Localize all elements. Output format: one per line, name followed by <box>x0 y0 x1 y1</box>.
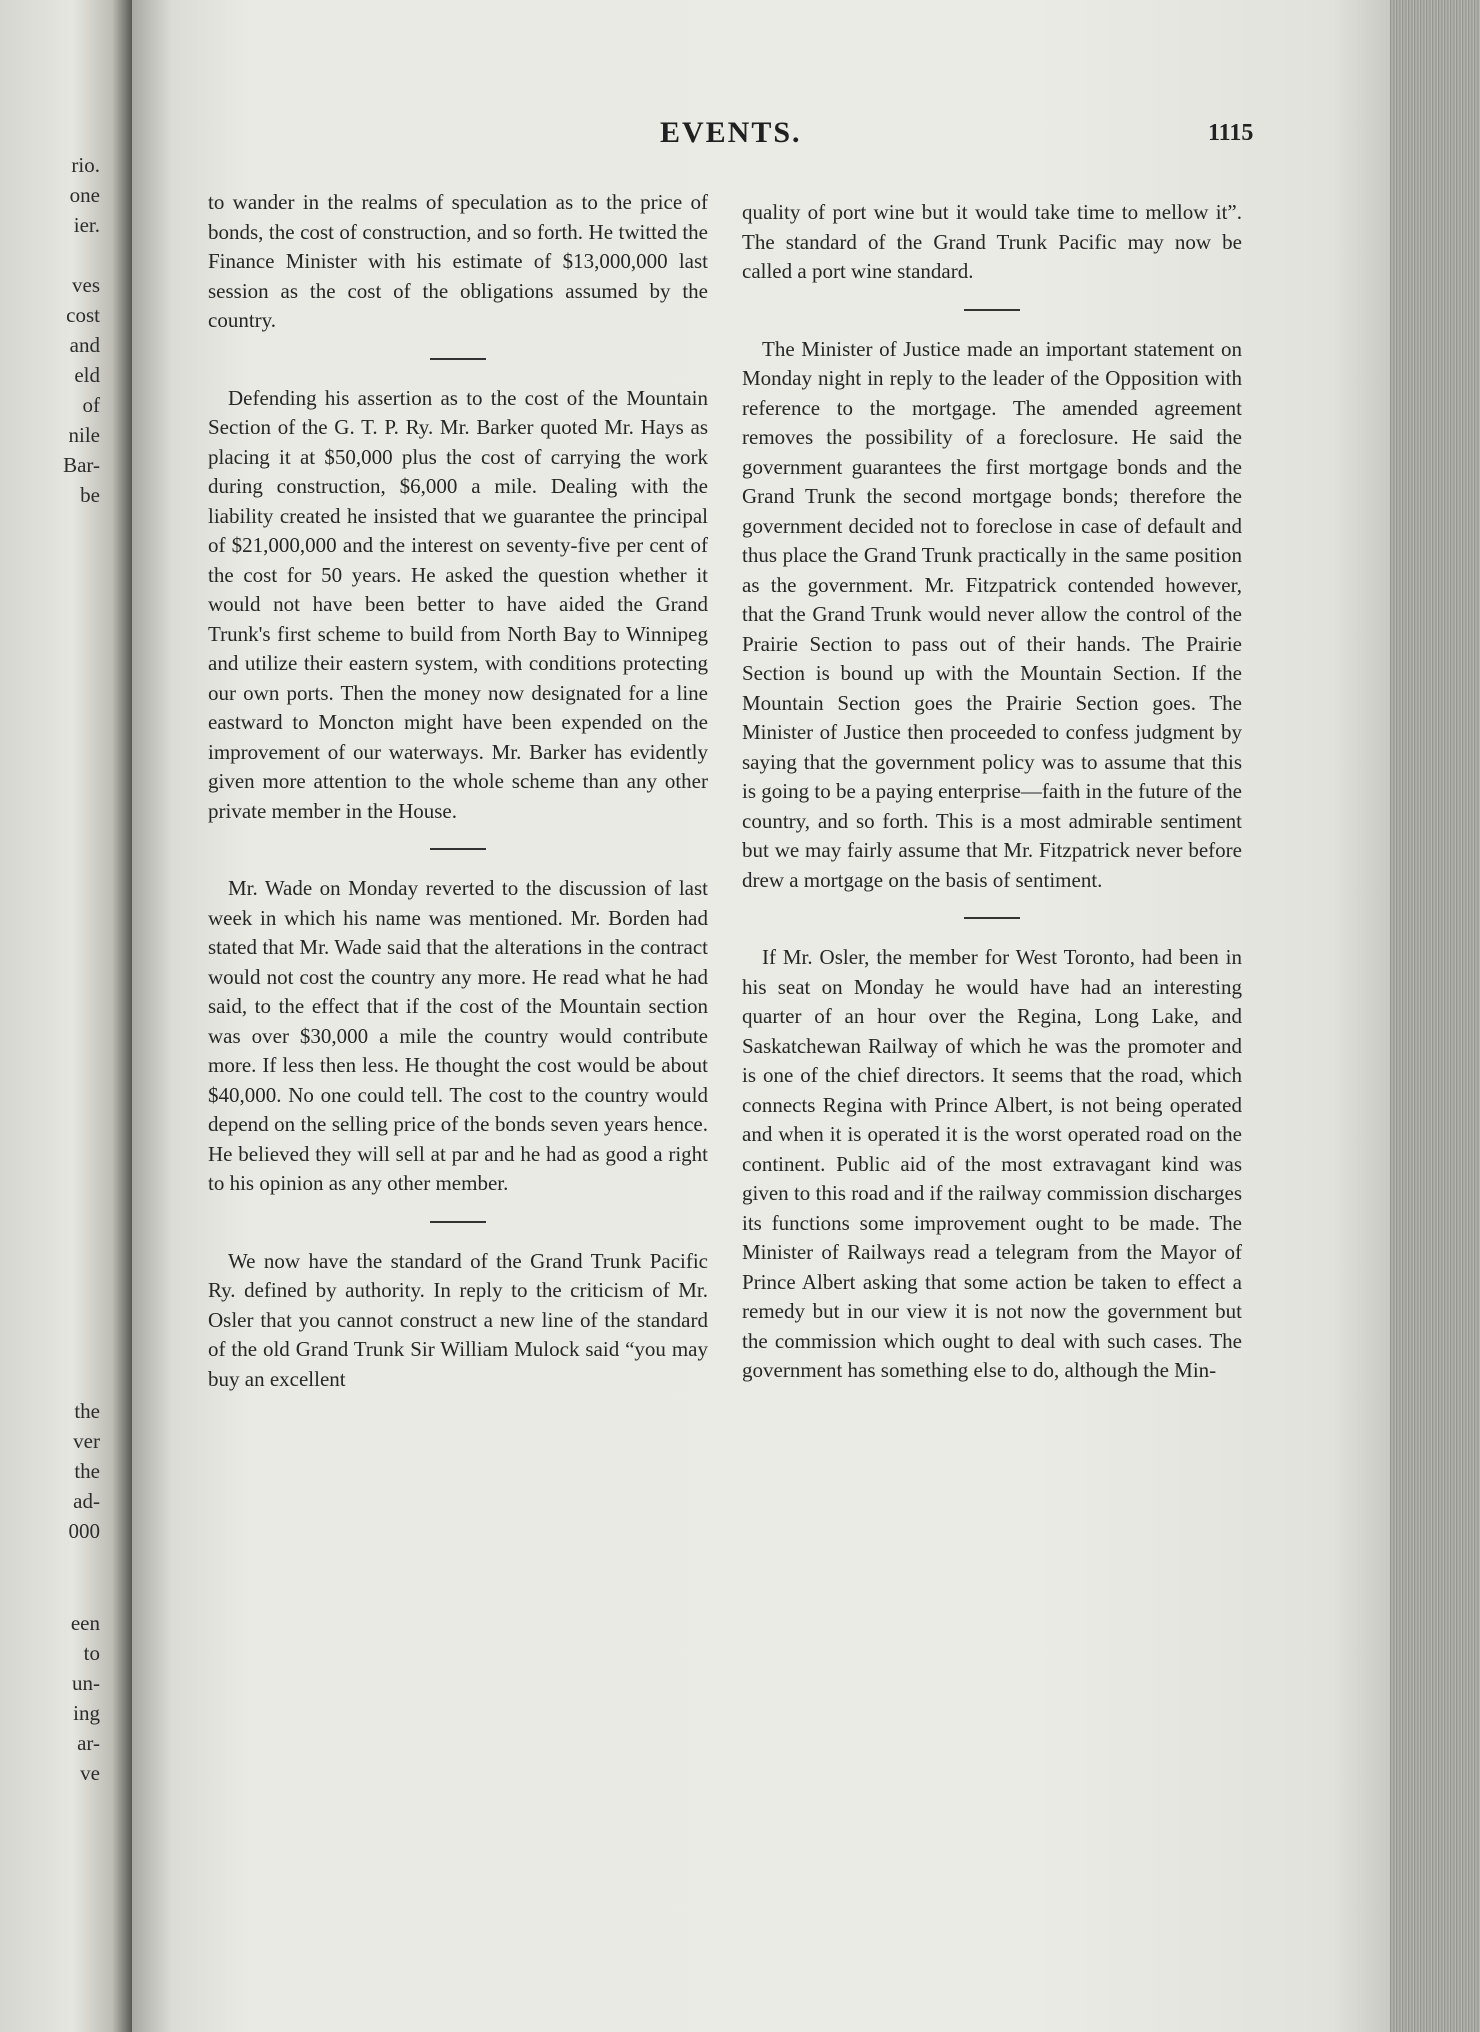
paragraph: to wander in the realms of speculation as to the price of bonds, the cost of construction, and so forth. He twitted the Finance Minister with his estimate of $13,000,000 last session as the cost of the obligations assumed by the country. <box>208 190 708 332</box>
section-divider <box>430 1221 486 1223</box>
section-divider <box>430 358 486 360</box>
paragraph: Mr. Wade on Monday reverted to the discussion of last week in which his name was mentioned. Mr. Borden had stated that Mr. Wade said that the alterations in the contract would not cost the country any more. He read what he had said, to the effect that if the cost of the Mountain section was over $30,000 a mile the country would contribute more. If less then less. He thought the cost would be about $40,000. No one could tell. The cost to the country would depend on the selling price of the bonds seven years hence. He believed they will sell at par and he had as good a right to his opinion as any other member. <box>208 876 708 1195</box>
left-text-column <box>208 188 708 1394</box>
paragraph: Defending his assertion as to the cost of the Mountain Section of the G. T. P. Ry. Mr. Barker quoted Mr. Hays as placing it at $50,000 plus the cost of carrying the work during construction, $6,000 a mile. Dealing with the liability created he insisted that we guarantee the principal of $21,000,000 and the interest on seventy-five per cent of the cost for 50 years. He asked the question whether it would not have been better to have aided the Grand Trunk's first scheme to build from North Bay to Winnipeg and utilize their eastern system, with conditions protecting our own ports. Then the money now designated for a line eastward to Moncton might have been expended on the improvement of our waterways. Mr. Barker has evidently given more attention to the whole scheme than any other private member in the House. <box>208 385 708 823</box>
book-page-edges <box>1390 0 1480 2032</box>
paragraph: The Minister of Justice made an important statement on Monday night in reply to the leader of the Opposition with reference to the mortgage. The amended agreement removes the possibility of a foreclosure. He said the government guarantees the first mortgage bonds and the Grand Trunk the second mortgage bonds; therefore the government decided not to foreclose in case of default and thus place the Grand Trunk practically in the same position as the government. Mr. Fitzpatrick contended however, that the Grand Trunk would never allow the control of the Prairie Section to pass out of their hands. The Prairie Section is bound up with the Mountain Section. If the Mountain Section goes the Prairie Section goes. The Minister of Justice then proceeded to confess judgment by saying that the government policy was to assume that this is going to be a paying enterprise—faith in the future of the country, and so forth. This is a most admirable sentiment but we may fairly assume that Mr. Fitzpatrick never before drew a mortgage on the basis of sentiment. <box>742 336 1242 892</box>
paragraph: We now have the standard of the Grand Trunk Pacific Ry. defined by authority. In reply to the criticism of Mr. Osler that you cannot construct a new line of the standard of the old Grand Trunk Sir William Mulock said “you may buy an excellent <box>208 1248 708 1391</box>
right-text-column <box>742 198 1242 1386</box>
paragraph: quality of port wine but it would take time to mellow it”. The standard of the Grand Trunk Pacific may now be called a port wine standard. <box>742 200 1242 283</box>
facing-page-edge <box>0 0 132 2032</box>
page-number: 1115 <box>1208 120 1254 146</box>
paragraph: If Mr. Osler, the member for West Toronto, had been in his seat on Monday he would have had an interesting quarter of an hour over the Regina, Long Lake, and Saskatchewan Railway of which he was the promoter and is one of the chief directors. It seems that the road, which connects Regina with Prince Albert, is not being operated and when it is operated it is the worst operated road on the continent. Public aid of the most extravagant kind was given to this road and if the railway commission discharges its functions some improvement ought to be made. The Minister of Railways read a telegram from the Mayor of Prince Albert asking that some action be taken to effect a remedy but in our view it is not now the government but the commission which ought to deal with such cases. The government has something else to do, although the Min- <box>742 945 1242 1382</box>
facing-page-fragment-bottom: een to un- ing ar- ve <box>70 1611 100 1785</box>
section-divider <box>964 309 1020 311</box>
facing-page-fragment-middle: the ver the ad- 000 <box>68 1399 100 1543</box>
section-divider <box>964 917 1020 919</box>
running-header-title: EVENTS. <box>660 116 802 149</box>
facing-page-fragment-top: rio. one ier. ves cost and eld of nile Bar- be <box>63 153 100 507</box>
section-divider <box>430 848 486 850</box>
